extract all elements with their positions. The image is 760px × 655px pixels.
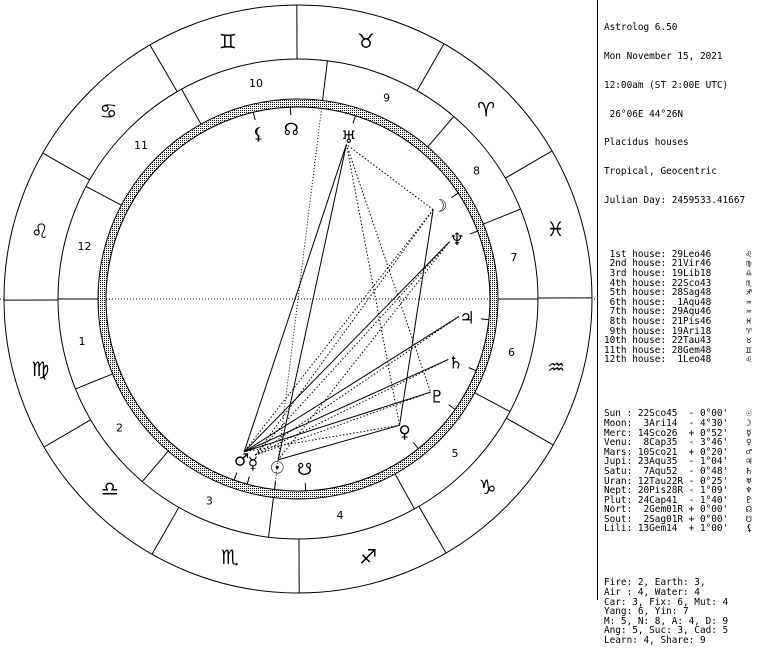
zodiac-type: Tropical, Geocentric xyxy=(604,167,758,177)
house-row xyxy=(604,355,758,365)
libra-sign-glyph: ♎ xyxy=(101,477,119,501)
planet-row-text: Plut: 24Cap41 - 1°40' xyxy=(604,495,728,506)
house-row-glyph: ♌ xyxy=(746,250,752,260)
scorpio-sign-glyph: ♏ xyxy=(221,545,239,569)
stat-line: Car: 3, Fix: 6, Mut: 4 xyxy=(604,598,758,608)
capricorn-sign-glyph: ♑ xyxy=(479,475,497,499)
planet-row xyxy=(604,524,758,534)
sagittarius-sign-glyph: ♐ xyxy=(359,545,377,569)
planet-row-glyph: ♀ xyxy=(746,438,752,448)
house-row-glyph: ♏ xyxy=(746,279,752,289)
house-number-label: 1 xyxy=(79,335,86,348)
planet-row-text: Lili: 13Gem14 + 1°00' xyxy=(604,523,728,534)
house-row-text: 6th house: 1Aqu48 xyxy=(604,297,711,308)
neptune-glyph-icon: ♆ xyxy=(449,230,464,250)
house-row-text: 12th house: 1Leo48 xyxy=(604,354,711,365)
planet-row-glyph: ☊ xyxy=(746,505,752,515)
stat-line: Yang: 6, Yin: 7 xyxy=(604,607,758,617)
house-row-text: 8th house: 21Pis46 xyxy=(604,316,711,327)
house-row-glyph: ♐ xyxy=(746,288,752,298)
stat-line: Ang: 5, Suc: 3, Cad: 5 xyxy=(604,626,758,636)
planet-row-glyph: ☿ xyxy=(746,429,752,439)
planet-row-glyph: ♄ xyxy=(746,467,752,477)
planet-row-glyph: ☽ xyxy=(746,419,752,429)
house-row-glyph: ♌ xyxy=(746,355,752,365)
element-statistics xyxy=(604,578,758,645)
planet-row-glyph: ♃ xyxy=(746,457,752,467)
planet-row-glyph: ♇ xyxy=(746,496,752,506)
house-number-label: 8 xyxy=(473,164,480,177)
sun-glyph-icon: ☉ xyxy=(270,459,285,479)
panel-divider xyxy=(597,0,598,600)
taurus-sign-glyph: ♉ xyxy=(357,29,375,53)
house-cusp-list xyxy=(604,250,758,365)
house-number-label: 11 xyxy=(134,139,148,152)
house-row-glyph: ♊ xyxy=(746,346,752,356)
house-row-glyph: ♉ xyxy=(746,336,752,346)
house-row-text: 11th house: 28Gem48 xyxy=(604,345,711,356)
planet-row-text: Nept: 20Pis28R - 1°09' xyxy=(604,485,728,496)
planet-row-glyph: ♅ xyxy=(746,477,752,487)
north-node-glyph-icon: ☊ xyxy=(284,120,299,140)
lilith-glyph-icon: ⚸ xyxy=(252,125,264,145)
house-row-text: 10th house: 22Tau43 xyxy=(604,335,711,346)
stat-line: Air : 4, Water: 4 xyxy=(604,588,758,598)
pluto-glyph-icon: ♇ xyxy=(429,388,444,408)
planet-row-text: Nort: 2Gem01R + 0°00' xyxy=(604,504,728,515)
house-row-glyph: ♒ xyxy=(746,307,752,317)
virgo-sign-glyph: ♍ xyxy=(31,357,49,381)
house-row-text: 2nd house: 21Vir46 xyxy=(604,258,711,269)
planet-row-text: Satu: 7Aqu52 - 0°48' xyxy=(604,466,728,477)
house-number-label: 12 xyxy=(78,240,92,253)
chart-time: 12:00am (ST 2:00E UTC) xyxy=(604,81,758,91)
planet-row-text: Moon: 3Ari14 - 4°30' xyxy=(604,418,728,429)
house-number-label: 7 xyxy=(510,251,517,264)
planet-position-list xyxy=(604,409,758,534)
house-row-text: 5th house: 28Sag48 xyxy=(604,287,711,298)
south-node-glyph-icon: ☋ xyxy=(297,460,312,480)
mars-glyph-icon: ♂ xyxy=(234,450,249,470)
house-row-text: 4th house: 22Sco43 xyxy=(604,278,711,289)
aquarius-sign-glyph: ♒ xyxy=(547,355,565,379)
chart-info-panel xyxy=(604,4,758,596)
house-row-glyph: ♈ xyxy=(746,327,752,337)
aries-sign-glyph: ♈ xyxy=(477,97,495,121)
gemini-sign-glyph: ♊ xyxy=(219,29,237,53)
leo-sign-glyph: ♌ xyxy=(31,219,49,243)
house-number-label: 9 xyxy=(383,92,390,105)
planet-row-text: Merc: 14Sco26 + 0°52' xyxy=(604,428,728,439)
planet-row-glyph: ☉ xyxy=(746,409,752,419)
planet-row-glyph: ♂ xyxy=(746,448,752,458)
moon-glyph-icon: ☽ xyxy=(432,196,447,216)
program-title: Astrolog 6.50 xyxy=(604,23,758,33)
house-row-text: 3rd house: 19Lib18 xyxy=(604,268,711,279)
house-system: Placidus houses xyxy=(604,138,758,148)
house-row-glyph: ♒ xyxy=(746,298,752,308)
planet-row-text: Uran: 12Tau22R - 0°25' xyxy=(604,476,728,487)
house-number-label: 3 xyxy=(206,494,213,507)
house-number-label: 2 xyxy=(116,422,123,435)
uranus-glyph-icon: ♅ xyxy=(341,128,356,148)
pisces-sign-glyph: ♓ xyxy=(547,217,565,241)
house-row-glyph: ♍ xyxy=(746,259,752,269)
planet-row-text: Mars: 10Sco21 + 0°20' xyxy=(604,447,728,458)
planet-row-glyph: ⚸ xyxy=(746,524,753,534)
chart-location: 26°06E 44°26N xyxy=(604,110,758,120)
stat-line: Fire: 2, Earth: 3, xyxy=(604,578,758,588)
planet-row-text: Jupi: 23Aqu35 - 1°04' xyxy=(604,456,728,467)
house-row-text: 1st house: 29Leo46 xyxy=(604,249,711,260)
julian-day: Julian Day: 2459533.41667 xyxy=(604,196,758,206)
jupiter-glyph-icon: ♃ xyxy=(459,308,474,328)
house-row-glyph: ♎ xyxy=(746,269,752,279)
planet-row-glyph: ♆ xyxy=(746,486,752,496)
saturn-glyph-icon: ♄ xyxy=(448,353,463,373)
house-row-glyph: ♓ xyxy=(746,317,752,327)
house-number-label: 10 xyxy=(249,77,263,90)
stat-line: M: 5, N: 8, A: 4, D: 9 xyxy=(604,617,758,627)
mercury-glyph-icon: ☿ xyxy=(248,454,258,474)
house-number-label: 4 xyxy=(336,509,343,522)
house-row-text: 7th house: 29Aqu46 xyxy=(604,306,711,317)
house-number-label: 6 xyxy=(508,346,515,359)
house-number-label: 5 xyxy=(451,447,458,460)
house-row-text: 9th house: 19Ari18 xyxy=(604,326,711,337)
cancer-sign-glyph: ♋ xyxy=(99,99,117,123)
planet-row-text: Sun : 22Sco45 - 0°00' xyxy=(604,408,728,419)
stat-line: Learn: 4, Share: 9 xyxy=(604,636,758,646)
planet-row-text: Sout: 2Sag01R + 0°00' xyxy=(604,514,728,525)
chart-date: Mon November 15, 2021 xyxy=(604,52,758,62)
venus-glyph-icon: ♀ xyxy=(398,422,410,442)
planet-row-glyph: ☋ xyxy=(746,515,752,525)
planet-row-text: Venu: 8Cap35 - 3°46' xyxy=(604,437,728,448)
